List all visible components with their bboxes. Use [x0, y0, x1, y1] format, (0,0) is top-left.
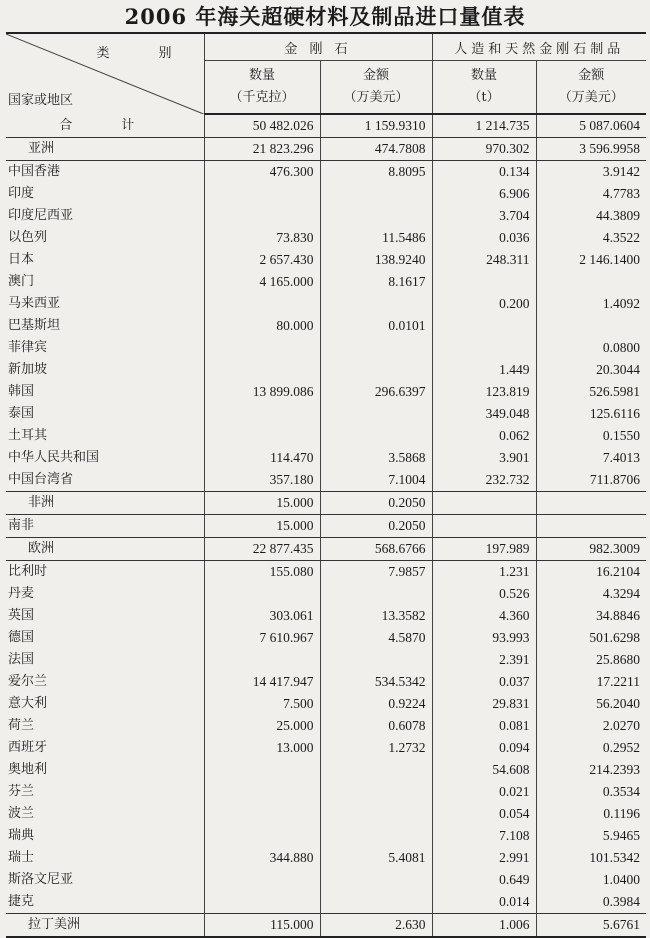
cell-col-2: 534.5342 [320, 671, 432, 693]
cell-col-1: 13 899.086 [204, 381, 320, 403]
col-header-quantity-ton [432, 61, 536, 115]
cell-col-3: 3.704 [432, 205, 536, 227]
row-label: 日本 [6, 249, 204, 271]
corner-header [6, 33, 204, 114]
cell-col-3: 0.062 [432, 425, 536, 447]
table-row [6, 671, 646, 693]
cell-col-3: 29.831 [432, 693, 536, 715]
row-label: 泰国 [6, 403, 204, 425]
row-label: 合 计 [6, 114, 204, 138]
cell-col-2 [320, 649, 432, 671]
cell-col-4: 16.2104 [536, 561, 646, 584]
cell-col-4: 0.1196 [536, 803, 646, 825]
cell-col-1: 476.300 [204, 161, 320, 184]
cell-col-2: 0.9224 [320, 693, 432, 715]
cell-col-2 [320, 293, 432, 315]
cell-col-3 [432, 315, 536, 337]
col-header-amount-2 [536, 61, 646, 115]
table-row [6, 605, 646, 627]
cell-col-4: 4.7783 [536, 183, 646, 205]
row-label: 欧洲 [6, 538, 204, 561]
cell-col-2 [320, 803, 432, 825]
region-row [6, 538, 646, 561]
cell-col-2: 7.1004 [320, 469, 432, 492]
col-header-unit: （万美元） [558, 90, 624, 105]
row-label: 澳门 [6, 271, 204, 293]
table-row [6, 737, 646, 759]
cell-col-4: 214.2393 [536, 759, 646, 781]
cell-col-3: 1.449 [432, 359, 536, 381]
cell-col-1: 344.880 [204, 847, 320, 869]
row-label: 奥地利 [6, 759, 204, 781]
cell-col-1: 155.080 [204, 561, 320, 584]
cell-col-4: 0.1550 [536, 425, 646, 447]
col-header-quantity-carat [204, 61, 320, 115]
cell-col-1 [204, 583, 320, 605]
cell-col-2 [320, 891, 432, 914]
col-header-label: 金额 [363, 68, 390, 83]
cell-col-2 [320, 403, 432, 425]
cell-col-1: 4 165.000 [204, 271, 320, 293]
cell-col-3: 2.991 [432, 847, 536, 869]
table-row [6, 649, 646, 671]
cell-col-3: 123.819 [432, 381, 536, 403]
cell-col-3 [432, 492, 536, 515]
cell-col-1 [204, 183, 320, 205]
cell-col-1 [204, 425, 320, 447]
cell-col-4 [536, 271, 646, 293]
cell-col-4: 2.0270 [536, 715, 646, 737]
cell-col-4 [536, 315, 646, 337]
cell-col-2: 0.0101 [320, 315, 432, 337]
cell-col-4: 125.6116 [536, 403, 646, 425]
cell-col-1 [204, 825, 320, 847]
cell-col-3: 0.021 [432, 781, 536, 803]
cell-col-3: 0.081 [432, 715, 536, 737]
cell-col-1: 73.830 [204, 227, 320, 249]
cell-col-1: 25.000 [204, 715, 320, 737]
cell-col-2: 1.2732 [320, 737, 432, 759]
cell-col-3: 248.311 [432, 249, 536, 271]
cell-col-2: 8.8095 [320, 161, 432, 184]
table-row [6, 891, 646, 914]
table-row [6, 447, 646, 469]
cell-col-1: 15.000 [204, 515, 320, 538]
cell-col-3 [432, 337, 536, 359]
row-label: 以色列 [6, 227, 204, 249]
row-label: 捷克 [6, 891, 204, 914]
cell-col-1 [204, 649, 320, 671]
cell-col-2: 11.5486 [320, 227, 432, 249]
cell-col-3: 93.993 [432, 627, 536, 649]
cell-col-3: 0.036 [432, 227, 536, 249]
table-row [6, 425, 646, 447]
row-label: 意大利 [6, 693, 204, 715]
cell-col-3: 7.108 [432, 825, 536, 847]
region-label: 国家或地区 [8, 93, 74, 108]
cell-col-4: 4.3294 [536, 583, 646, 605]
cell-col-1: 115.000 [204, 914, 320, 938]
cell-col-4: 5.9465 [536, 825, 646, 847]
cell-col-2 [320, 359, 432, 381]
cell-col-4 [536, 492, 646, 515]
cell-col-2: 13.3582 [320, 605, 432, 627]
cell-col-4: 0.3984 [536, 891, 646, 914]
cell-col-3: 349.048 [432, 403, 536, 425]
row-label: 瑞典 [6, 825, 204, 847]
cell-col-1: 15.000 [204, 492, 320, 515]
group-diamond-header: 金 刚 石 [204, 33, 432, 61]
table-row [6, 183, 646, 205]
cell-col-2 [320, 205, 432, 227]
row-label: 南非 [6, 515, 204, 538]
col-header-amount-1 [320, 61, 432, 115]
region-row [6, 492, 646, 515]
row-label: 新加坡 [6, 359, 204, 381]
table-row [6, 315, 646, 337]
table-row [6, 293, 646, 315]
cell-col-3: 2.391 [432, 649, 536, 671]
row-label: 波兰 [6, 803, 204, 825]
cell-col-2: 1 159.9310 [320, 114, 432, 138]
table-row [6, 515, 646, 538]
cell-col-2 [320, 869, 432, 891]
row-label: 爱尔兰 [6, 671, 204, 693]
table-row [6, 249, 646, 271]
cell-col-4: 3 596.9958 [536, 138, 646, 161]
cell-col-4: 5 087.0604 [536, 114, 646, 138]
table-row [6, 627, 646, 649]
cell-col-2: 0.2050 [320, 492, 432, 515]
cell-col-1 [204, 337, 320, 359]
cell-col-2: 4.5870 [320, 627, 432, 649]
cell-col-1: 14 417.947 [204, 671, 320, 693]
col-header-label: 数量 [248, 68, 275, 83]
cell-col-4: 20.3044 [536, 359, 646, 381]
row-label: 土耳其 [6, 425, 204, 447]
row-label: 比利时 [6, 561, 204, 584]
cell-col-3: 970.302 [432, 138, 536, 161]
table-row [6, 161, 646, 184]
cell-col-4: 7.4013 [536, 447, 646, 469]
cell-col-4: 501.6298 [536, 627, 646, 649]
col-header-label: 金额 [578, 68, 605, 83]
cell-col-1 [204, 205, 320, 227]
cell-col-4: 5.6761 [536, 914, 646, 938]
cell-col-2 [320, 337, 432, 359]
row-label: 韩国 [6, 381, 204, 403]
cell-col-1: 114.470 [204, 447, 320, 469]
col-header-label: 数量 [471, 68, 498, 83]
cell-col-1: 2 657.430 [204, 249, 320, 271]
table-row [6, 227, 646, 249]
cell-col-1 [204, 869, 320, 891]
cell-col-1: 357.180 [204, 469, 320, 492]
cell-col-2: 3.5868 [320, 447, 432, 469]
cell-col-3: 1.231 [432, 561, 536, 584]
row-label: 丹麦 [6, 583, 204, 605]
cell-col-2: 296.6397 [320, 381, 432, 403]
table-row [6, 271, 646, 293]
row-label: 印度尼西亚 [6, 205, 204, 227]
table-row [6, 825, 646, 847]
row-label: 中国香港 [6, 161, 204, 184]
cell-col-3: 1 214.735 [432, 114, 536, 138]
cell-col-2 [320, 759, 432, 781]
col-header-unit: （t） [468, 90, 500, 105]
cell-col-4: 0.2952 [536, 737, 646, 759]
category-label: 类 别 [96, 46, 190, 61]
cell-col-2: 8.1617 [320, 271, 432, 293]
cell-col-1: 21 823.296 [204, 138, 320, 161]
cell-col-2: 0.6078 [320, 715, 432, 737]
cell-col-3: 197.989 [432, 538, 536, 561]
table-row [6, 403, 646, 425]
cell-col-3: 0.134 [432, 161, 536, 184]
cell-col-4 [536, 515, 646, 538]
row-label: 拉丁美洲 [6, 914, 204, 938]
cell-col-1 [204, 891, 320, 914]
cell-col-1: 7.500 [204, 693, 320, 715]
row-label: 西班牙 [6, 737, 204, 759]
cell-col-4: 101.5342 [536, 847, 646, 869]
cell-col-2: 474.7808 [320, 138, 432, 161]
cell-col-4: 4.3522 [536, 227, 646, 249]
cell-col-1: 303.061 [204, 605, 320, 627]
cell-col-1: 13.000 [204, 737, 320, 759]
table-row [6, 803, 646, 825]
row-label: 荷兰 [6, 715, 204, 737]
cell-col-2 [320, 781, 432, 803]
cell-col-2: 0.2050 [320, 515, 432, 538]
table-row [6, 715, 646, 737]
cell-col-1 [204, 359, 320, 381]
cell-col-4: 0.0800 [536, 337, 646, 359]
cell-col-1 [204, 759, 320, 781]
table-row [6, 205, 646, 227]
table-row [6, 337, 646, 359]
table-row [6, 583, 646, 605]
table-row [6, 869, 646, 891]
row-label: 中国台湾省 [6, 469, 204, 492]
cell-col-3: 232.732 [432, 469, 536, 492]
cell-col-2 [320, 583, 432, 605]
cell-col-1: 22 877.435 [204, 538, 320, 561]
cell-col-4: 1.4092 [536, 293, 646, 315]
cell-col-4: 711.8706 [536, 469, 646, 492]
cell-col-3: 0.094 [432, 737, 536, 759]
cell-col-3: 0.649 [432, 869, 536, 891]
table-row [6, 693, 646, 715]
table-row [6, 781, 646, 803]
table-row [6, 381, 646, 403]
table-body [6, 114, 646, 937]
table-row [6, 847, 646, 869]
import-table [6, 32, 646, 938]
table-row [6, 759, 646, 781]
row-label: 菲律宾 [6, 337, 204, 359]
total-row [6, 114, 646, 138]
cell-col-4: 44.3809 [536, 205, 646, 227]
cell-col-2: 568.6766 [320, 538, 432, 561]
cell-col-2: 5.4081 [320, 847, 432, 869]
cell-col-2 [320, 425, 432, 447]
cell-col-4: 3.9142 [536, 161, 646, 184]
row-label: 印度 [6, 183, 204, 205]
cell-col-3: 0.054 [432, 803, 536, 825]
cell-col-4: 56.2040 [536, 693, 646, 715]
cell-col-1 [204, 403, 320, 425]
cell-col-3: 3.901 [432, 447, 536, 469]
cell-col-3 [432, 271, 536, 293]
cell-col-2: 2.630 [320, 914, 432, 938]
cell-col-1 [204, 293, 320, 315]
row-label: 中华人民共和国 [6, 447, 204, 469]
col-header-unit: （千克拉） [229, 90, 295, 105]
cell-col-3: 54.608 [432, 759, 536, 781]
table-row [6, 469, 646, 492]
cell-col-1: 80.000 [204, 315, 320, 337]
row-label: 巴基斯坦 [6, 315, 204, 337]
row-label: 亚洲 [6, 138, 204, 161]
row-label: 非洲 [6, 492, 204, 515]
cell-col-3: 0.014 [432, 891, 536, 914]
cell-col-3: 6.906 [432, 183, 536, 205]
row-label: 瑞士 [6, 847, 204, 869]
cell-col-1 [204, 803, 320, 825]
cell-col-4: 982.3009 [536, 538, 646, 561]
row-label: 芬兰 [6, 781, 204, 803]
cell-col-1: 7 610.967 [204, 627, 320, 649]
cell-col-4: 0.3534 [536, 781, 646, 803]
row-label: 斯洛文尼亚 [6, 869, 204, 891]
cell-col-4: 25.8680 [536, 649, 646, 671]
row-label: 英国 [6, 605, 204, 627]
row-label: 德国 [6, 627, 204, 649]
region-row [6, 914, 646, 938]
cell-col-3: 4.360 [432, 605, 536, 627]
cell-col-4: 34.8846 [536, 605, 646, 627]
cell-col-2 [320, 825, 432, 847]
cell-col-3 [432, 515, 536, 538]
cell-col-2: 7.9857 [320, 561, 432, 584]
table-title: 2006 年海关超硬材料及制品进口量值表 [124, 4, 526, 29]
cell-col-3: 1.006 [432, 914, 536, 938]
cell-col-3: 0.200 [432, 293, 536, 315]
cell-col-2 [320, 183, 432, 205]
cell-col-4: 1.0400 [536, 869, 646, 891]
cell-col-4: 17.2211 [536, 671, 646, 693]
region-row [6, 138, 646, 161]
cell-col-1 [204, 781, 320, 803]
table-row [6, 359, 646, 381]
col-header-unit: （万美元） [343, 90, 409, 105]
table-row [6, 561, 646, 584]
cell-col-4: 526.5981 [536, 381, 646, 403]
cell-col-1: 50 482.026 [204, 114, 320, 138]
row-label: 法国 [6, 649, 204, 671]
row-label: 马来西亚 [6, 293, 204, 315]
cell-col-3: 0.526 [432, 583, 536, 605]
cell-col-2: 138.9240 [320, 249, 432, 271]
cell-col-3: 0.037 [432, 671, 536, 693]
group-products-header: 人造和天然金刚石制品 [432, 33, 646, 61]
cell-col-4: 2 146.1400 [536, 249, 646, 271]
